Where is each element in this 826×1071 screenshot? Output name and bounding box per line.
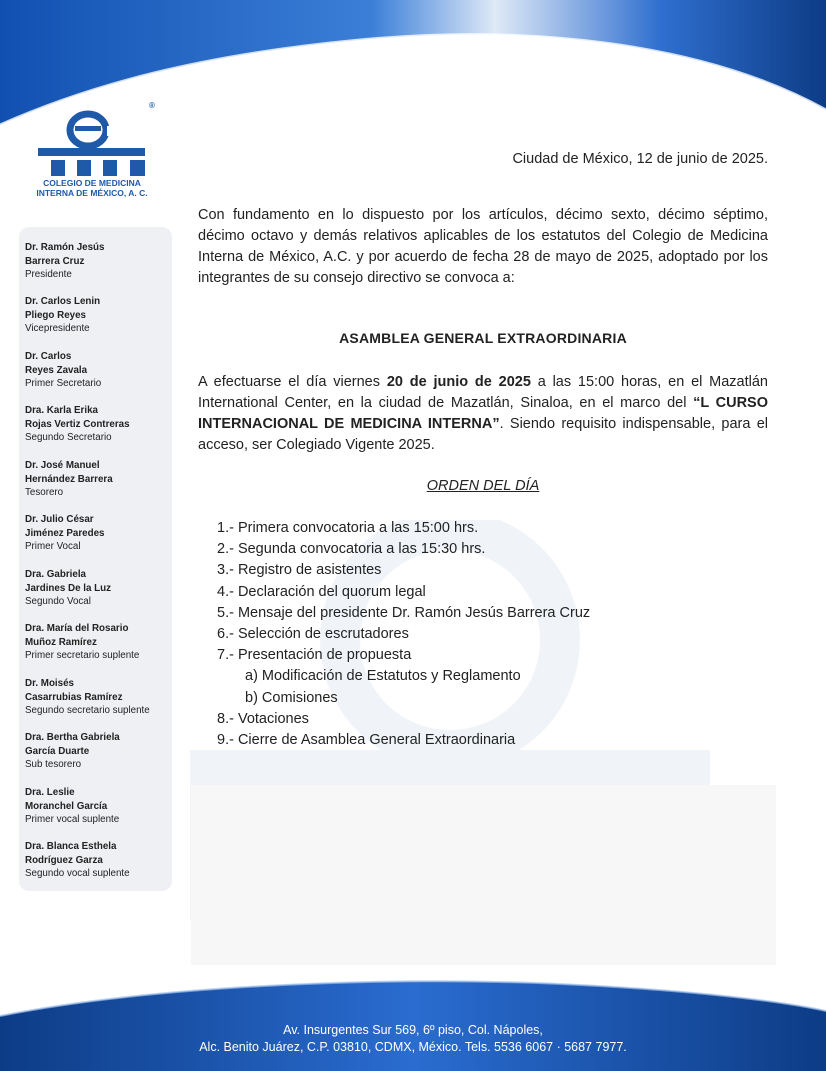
footer-address-line-2: Alc. Benito Juárez, C.P. 03810, CDMX, México. Tels. 5536 6067 · 5687 7977. [199, 1040, 627, 1054]
logo-line-1: COLEGIO DE MEDICINA [43, 178, 141, 188]
member-name: Dra. Bertha Gabriela [25, 732, 120, 743]
member-role: Primer Vocal [25, 541, 81, 552]
member-surname: Barrera Cruz [25, 255, 85, 267]
member-surname: Muñoz Ramírez [25, 636, 97, 648]
board-member [25, 459, 170, 500]
member-role: Segundo Secretario [25, 432, 112, 443]
member-role: Segundo Vocal [25, 596, 91, 607]
member-surname: Rodríguez Garza [25, 854, 103, 866]
board-member [25, 786, 170, 827]
board-member [25, 731, 170, 772]
logo-line-2: INTERNA DE MÉXICO, A. C. [36, 188, 148, 198]
board-member [25, 350, 170, 391]
board-member [25, 295, 170, 336]
agenda-item: 1.- Primera convocatoria a las 15:00 hrs. [217, 520, 479, 536]
member-role: Primer Secretario [25, 378, 102, 389]
member-role: Segundo vocal suplente [25, 868, 130, 879]
member-role: Vicepresidente [25, 323, 90, 334]
board-member [25, 622, 170, 663]
member-surname: Casarrubias Ramírez [25, 691, 123, 703]
member-role: Primer secretario suplente [25, 650, 140, 661]
assembly-heading: ASAMBLEA GENERAL EXTRAORDINARIA [339, 330, 627, 346]
agenda-item: 2.- Segunda convocatoria a las 15:30 hrs. [217, 541, 486, 558]
letter-date: Ciudad de México, 12 de junio de 2025. [512, 151, 768, 167]
member-name: Dr. Carlos [25, 351, 72, 362]
event-date: 20 de junio de 2025 [386, 374, 531, 390]
member-role: Sub tesorero [25, 759, 82, 770]
details-text: A efectuarse el día viernes [198, 374, 387, 390]
member-name: Dr. Julio César [25, 514, 94, 525]
board-member [25, 404, 170, 445]
member-surname: Rojas Vertiz Contreras [25, 418, 130, 430]
member-name: Dra. Leslie [25, 787, 75, 798]
member-name: Dra. Karla Erika [25, 405, 98, 416]
blank-signature-area [191, 785, 776, 965]
registered-mark: ® [149, 101, 155, 110]
agenda-list [217, 518, 590, 751]
board-member [25, 677, 170, 718]
member-surname: García Duarte [25, 745, 90, 757]
agenda-item: 5.- Mensaje del presidente Dr. Ramón Jesús Barrera Cruz [217, 604, 591, 621]
member-surname: Pliego Reyes [25, 309, 86, 321]
member-name: Dra. María del Rosario [25, 623, 129, 634]
member-surname: Jardines De la Luz [25, 582, 112, 594]
member-name: Dra. Gabriela [25, 569, 86, 580]
agenda-item: 4.- Declaración del quorum legal [217, 583, 426, 600]
member-name: Dr. José Manuel [25, 460, 100, 471]
board-member [25, 568, 170, 609]
member-name: Dr. Ramón Jesús [25, 242, 105, 253]
agenda-item: 6.- Selección de escrutadores [217, 626, 409, 643]
member-role: Segundo secretario suplente [25, 705, 150, 716]
member-role: Primer vocal suplente [25, 814, 120, 825]
agenda-subitem: a) Modificación de Estatutos y Reglamento [245, 668, 521, 685]
agenda-item: 9.- Cierre de Asamblea General Extraordinaria [217, 732, 516, 749]
details-paragraph [198, 372, 768, 456]
member-surname: Reyes Zavala [25, 364, 88, 376]
member-surname: Moranchel García [25, 800, 108, 812]
details-text: a las 15:00 horas, en el Mazatlán International Center, en la ciudad de Mazatlán, Sinaloa, en el marco del [198, 374, 768, 411]
member-role: Presidente [25, 269, 72, 280]
intro-paragraph: Con fundamento en lo dispuesto por los artículos, décimo sexto, décimo séptimo, décimo octavo y demás relativos aplicables de los estatutos del Colegio de Medicina Interna de México, A.C. y por acuerdo de fecha 28 de mayo de 2025, adoptado por los integrantes de su consejo directivo se convoca a: [198, 207, 768, 286]
event-name: “L CURSO INTERNACIONAL DE MEDICINA INTERNA” [198, 395, 768, 432]
board-sidebar [19, 227, 172, 891]
details-text: . Siendo requisito indispensable, para el acceso, ser Colegiado Vigente 2025. [198, 416, 768, 453]
logo-text [34, 178, 150, 198]
member-name: Dr. Moisés [25, 678, 75, 689]
agenda-title: ORDEN DEL DÍA [426, 478, 540, 494]
agenda-item: 8.- Votaciones [217, 710, 309, 727]
member-name: Dr. Carlos Lenin [25, 296, 101, 307]
agenda-item: 7.- Presentación de propuesta [217, 647, 412, 664]
agenda-subitem: b) Comisiones [245, 689, 338, 706]
board-member [25, 513, 170, 554]
member-name: Dra. Blanca Esthela [25, 841, 117, 852]
board-member [25, 241, 170, 282]
agenda-item: 3.- Registro de asistentes [217, 562, 382, 579]
footer-address-line-1: Av. Insurgentes Sur 569, 6º piso, Col. Nápoles, [283, 1023, 543, 1037]
member-surname: Hernández Barrera [25, 473, 113, 485]
member-surname: Jiménez Paredes [25, 527, 105, 539]
member-role: Tesorero [25, 487, 64, 498]
board-member [25, 840, 170, 881]
